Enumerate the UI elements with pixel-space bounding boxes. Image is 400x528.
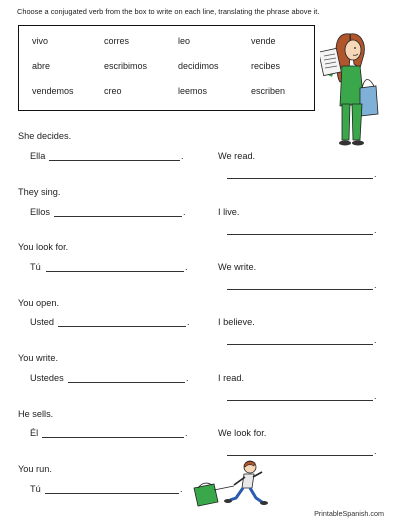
line-period: . bbox=[374, 446, 377, 456]
answer-line[interactable] bbox=[227, 178, 373, 179]
line-period: . bbox=[185, 262, 188, 272]
verb-word: decidimos bbox=[178, 61, 219, 71]
verb-word: abre bbox=[32, 61, 51, 71]
verb-word: escribimos bbox=[104, 61, 148, 71]
verb-word: vendemos bbox=[32, 86, 74, 96]
answer-line[interactable] bbox=[227, 400, 373, 401]
prompt-i-live: I live. bbox=[218, 207, 240, 217]
verb-word: vende bbox=[251, 36, 276, 46]
verb-word: creo bbox=[104, 86, 122, 96]
boy-running-with-bag-icon bbox=[192, 458, 272, 510]
answer-line[interactable] bbox=[42, 437, 184, 438]
prompt-he-sells: He sells. bbox=[18, 409, 54, 419]
verb-word: leemos bbox=[178, 86, 208, 96]
prompt-you-look-for: You look for. bbox=[18, 242, 69, 252]
answer-line[interactable] bbox=[58, 326, 186, 327]
instructions: Choose a conjugated verb from the box to write on each line, translating the phrase above it. bbox=[17, 7, 320, 16]
subject-ella: Ella bbox=[30, 151, 46, 161]
prompt-you-open: You open. bbox=[18, 298, 60, 308]
subject-tu: Tú bbox=[30, 262, 41, 272]
verb-word: vivo bbox=[32, 36, 49, 46]
prompt-we-read: We read. bbox=[218, 151, 256, 161]
verb-word: leo bbox=[178, 36, 191, 46]
line-period: . bbox=[374, 280, 377, 290]
answer-line[interactable] bbox=[45, 493, 179, 494]
answer-line[interactable] bbox=[227, 234, 373, 235]
answer-line[interactable] bbox=[227, 455, 373, 456]
answer-line[interactable] bbox=[46, 271, 184, 272]
subject-el: Él bbox=[30, 428, 39, 438]
prompt-you-run: You run. bbox=[18, 464, 52, 474]
answer-line[interactable] bbox=[49, 160, 180, 161]
prompt-you-write: You write. bbox=[18, 353, 59, 363]
line-period: . bbox=[374, 391, 377, 401]
verb-word: escriben bbox=[251, 86, 286, 96]
line-period: . bbox=[374, 335, 377, 345]
answer-line[interactable] bbox=[227, 344, 373, 345]
line-period: . bbox=[374, 169, 377, 179]
subject-ellos: Ellos bbox=[30, 207, 50, 217]
line-period: . bbox=[374, 225, 377, 235]
verb-word: recibes bbox=[251, 61, 281, 71]
prompt-she-decides: She decides. bbox=[18, 131, 72, 141]
line-period: . bbox=[180, 484, 183, 494]
footer-credit: PrintableSpanish.com bbox=[314, 509, 384, 518]
woman-reading-newspaper-icon bbox=[320, 28, 384, 148]
line-period: . bbox=[183, 207, 186, 217]
prompt-i-read: I read. bbox=[218, 373, 245, 383]
verb-box bbox=[18, 25, 315, 111]
subject-tu: Tú bbox=[30, 484, 41, 494]
prompt-they-sing: They sing. bbox=[18, 187, 61, 197]
answer-line[interactable] bbox=[68, 382, 185, 383]
subject-ustedes: Ustedes bbox=[30, 373, 64, 383]
line-period: . bbox=[187, 317, 190, 327]
subject-usted: Usted bbox=[30, 317, 55, 327]
prompt-we-look-for: We look for. bbox=[218, 428, 267, 438]
answer-line[interactable] bbox=[227, 289, 373, 290]
verb-word: corres bbox=[104, 36, 130, 46]
prompt-i-believe: I believe. bbox=[218, 317, 255, 327]
answer-line[interactable] bbox=[54, 216, 182, 217]
line-period: . bbox=[185, 428, 188, 438]
line-period: . bbox=[186, 373, 189, 383]
line-period: . bbox=[181, 151, 184, 161]
prompt-we-write: We write. bbox=[218, 262, 257, 272]
